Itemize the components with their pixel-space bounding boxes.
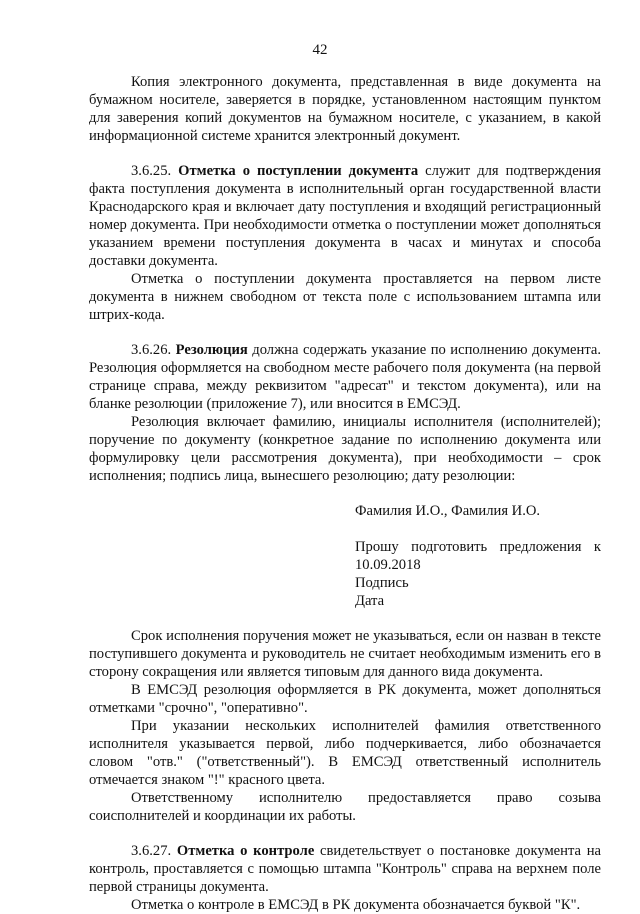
section-3-6-25-paragraph-2: Отметка о поступлении документа проставляется на первом листе документа в нижнем свободном от текста поле с использованием штампа или штрих-кода.	[89, 271, 601, 323]
example-names: Фамилия И.О., Фамилия И.О.	[355, 503, 541, 519]
section-number: 3.6.26.	[131, 342, 172, 358]
section-3-6-26-paragraph-6: Ответственному исполнителю предоставляется право созыва соисполнителей и координации их работы.	[89, 790, 601, 824]
page-number: 42	[312, 42, 328, 58]
section-3-6-26-paragraph	[89, 341, 601, 413]
section-text: должна содержать указание по исполнению документа. Резолюция оформляется на свободном месте рабочего поля документа (на первой странице справа, между реквизитом "адресат" и текстом документа), или на бланке резолюции (приложение 7), или вносится в ЕМСЭД.	[89, 342, 601, 412]
example-instruction: Прошу подготовить предложения к 10.09.2018	[355, 539, 601, 573]
section-text: свидетельствует о постановке документа на контроль, проставляется с помощью штампа "Контроль" справа на верхнем поле первой страницы документа.	[89, 843, 601, 895]
section-3-6-27-paragraph	[89, 842, 601, 896]
section-number: 3.6.27.	[131, 843, 172, 859]
intro-paragraph: Копия электронного документа, представленная в виде документа на бумажном носителе, заверяется в порядке, установленном настоящим пунктом для заверения копий документов на бумажном носителе, с указанием, в какой информационной системе хранится электронный документ.	[89, 74, 601, 144]
example-date: Дата	[355, 593, 385, 609]
section-3-6-26-paragraph-5: При указании нескольких исполнителей фамилия ответственного исполнителя указывается первой, либо подчеркивается, либо обозначается словом "отв." ("ответственный"). В ЕМСЭД ответственный исполнитель отмечается знаком "!" красного цвета.	[89, 718, 601, 788]
section-3-6-26-paragraph-2: Резолюция включает фамилию, инициалы исполнителя (исполнителей); поручение по документу (конкретное задание по исполнению документа или формулировку цели рассмотрения документа), при необходимости – срок исполнения; подпись лица, вынесшего резолюцию; дату резолюции:	[89, 414, 601, 484]
section-3-6-27-paragraph-2: Отметка о контроле в ЕМСЭД в РК документа обозначается буквой "К".	[131, 897, 581, 913]
section-number: 3.6.25.	[131, 163, 172, 179]
section-3-6-26-paragraph-4: В ЕМСЭД резолюция оформляется в РК документа, может дополняться отметками "срочно", "оперативно".	[89, 682, 601, 716]
document-body	[89, 73, 601, 914]
section-3-6-26-paragraph-3: Срок исполнения поручения может не указываться, если он назван в тексте поступившего документа и руководитель не считает необходимым изменить его в сторону сокращения или является типовым для данного вида документа.	[89, 628, 601, 680]
section-text: служит для подтверждения факта поступления документа в исполнительный орган государственной власти Краснодарского края и включает дату поступления и входящий регистрационный номер документа. При необходимости отметка о поступлении может дополняться указанием времени поступления документа в часах и минутах и способа доставки документа.	[89, 163, 601, 269]
section-3-6-25-paragraph	[89, 162, 601, 270]
example-signature: Подпись	[355, 575, 409, 591]
section-title: Резолюция	[175, 342, 248, 358]
section-title: Отметка о поступлении документа	[178, 163, 419, 179]
resolution-example	[355, 502, 601, 610]
section-title: Отметка о контроле	[176, 843, 315, 859]
